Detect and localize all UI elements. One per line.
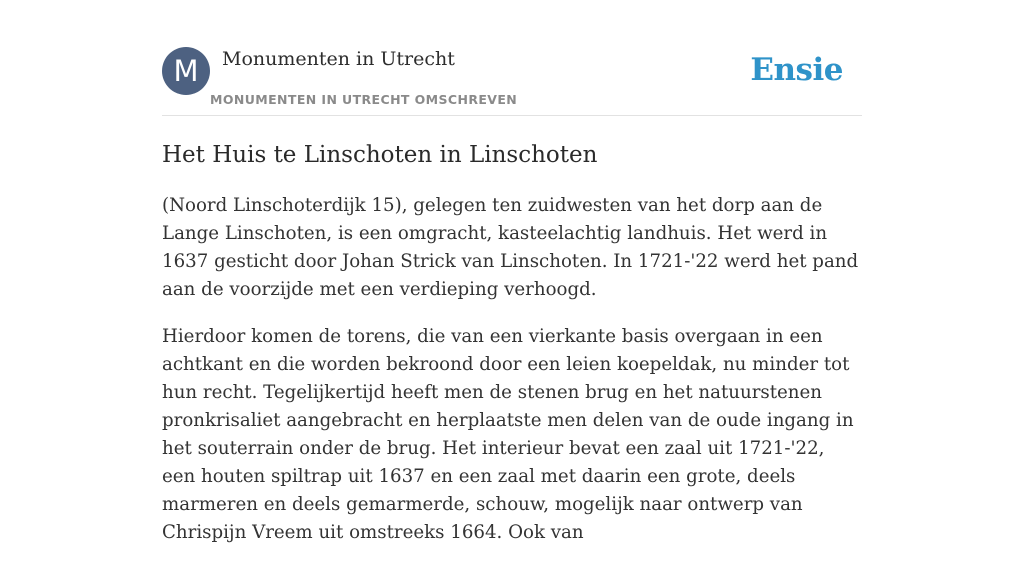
header-divider — [162, 115, 862, 116]
article-title: Het Huis te Linschoten in Linschoten — [162, 142, 598, 168]
header — [162, 46, 862, 116]
book-subtitle: MONUMENTEN IN UTRECHT OMSCHREVEN — [210, 92, 518, 107]
article-paragraph-1: (Noord Linschoterdijk 15), gelegen ten zuidwesten van het dorp aan de Lange Linschoten, is een omgracht, kasteelachtig landhuis. Het werd in 1637 gesticht door Johan Strick van Linschoten. In 1721-'22 werd het pand aan de voorzijde met een verdieping verhoogd. — [162, 195, 859, 300]
article-paragraph-2: Hierdoor komen de torens, die van een vierkante basis overgaan in een achtkant en die worden bekroond door een leien koepeldak, nu minder tot hun recht. Tegelijkertijd heeft men de stenen brug en het natuurstenen pronkrisaliet aangebracht en herplaatste men delen van de oude ingang in het souterrain onder de brug. Het interieur bevat een zaal uit 1721-'22, een houten spiltrap uit 1637 en een zaal met daarin een grote, deels marmeren en deels gemarmerde, schouw, mogelijk naar ontwerp van Chrispijn Vreem uit omstreeks 1664. Ook van — [162, 326, 854, 543]
article-body — [162, 192, 862, 566]
book-title[interactable]: Monumenten in Utrecht — [222, 48, 455, 70]
avatar[interactable]: M — [162, 47, 210, 95]
brand-logo[interactable]: Ensie — [750, 52, 843, 88]
